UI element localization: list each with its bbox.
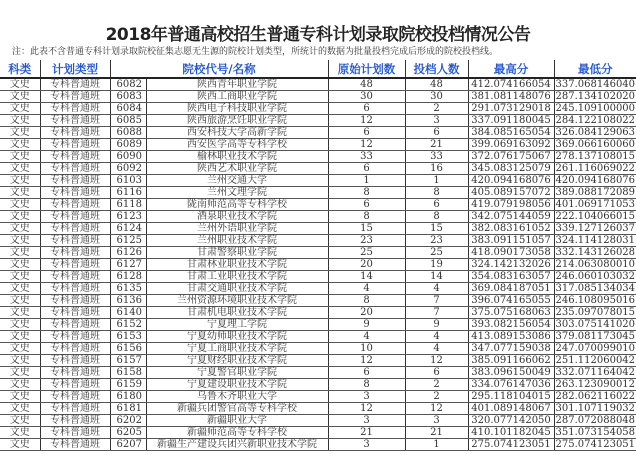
table-row [0,115,636,127]
cell-original-plan: 6 [328,163,405,175]
cell-plan-type: 专科普通班 [40,211,110,223]
cell-original-plan: 3 [328,439,405,451]
cell-school-code: 6085 [110,115,146,127]
cell-max-score: 375.075168063 [468,307,554,319]
cell-min-score: 301.107119032 [555,403,636,414]
cell-admitted-count: 12 [405,403,468,415]
cell-admitted-count: 16 [405,163,468,175]
cell-max-score: 419.079198056 [468,199,554,211]
cell-school-code: 6181 [110,403,146,415]
cell-plan-type: 专科普通班 [40,151,110,163]
cell-original-plan: 23 [328,235,405,247]
header-plan-type: 计划类型 [40,60,110,78]
cell-school-name: 宁夏幼师职业技术学院 [146,331,328,343]
cell-original-plan: 6 [328,199,405,211]
cell-school-name: 陕西工商职业学院 [146,91,328,103]
cell-school-code: 6118 [110,199,146,211]
cell-school-name: 兰州职业技术学院 [146,235,328,247]
cell-school-name: 陇南师范高等专科学校 [146,199,328,211]
cell-min-score: 389.088172089 [555,187,636,198]
cell-school-name: 陕西电子科技职业学院 [146,103,328,115]
cell-school-code: 6153 [110,331,146,343]
cell-school-code: 6082 [110,78,146,91]
cell-school-code: 6135 [110,283,146,295]
cell-min-score: 282.062116022 [555,391,636,402]
cell-min-score: 369.066160060 [555,139,636,150]
cell-original-plan: 15 [328,223,405,235]
cell-original-plan: 12 [328,403,405,415]
cell-plan-type: 专科普通班 [40,331,110,343]
table-header-row [0,60,636,78]
cell-plan-type: 专科普通班 [40,259,110,271]
cell-admitted-count: 1 [405,439,468,451]
cell-admitted-count: 6 [405,199,468,211]
cell-min-score: 251.112060042 [555,355,636,366]
cell-school-code: 6088 [110,127,146,139]
cell-school-name: 陕西艺术职业学院 [146,163,328,175]
cell-admitted-count: 2 [405,391,468,403]
cell-admitted-count: 4 [405,331,468,343]
cell-plan-type: 专科普通班 [40,355,110,367]
cell-max-score: 393.082156054 [468,319,554,331]
cell-max-score: 369.084187051 [468,283,554,295]
cell-max-score: 410.101182045 [468,427,554,439]
cell-school-name: 兰州文理学院 [146,187,328,199]
cell-min-score: 284.122108022 [555,115,636,126]
cell-school-code: 6159 [110,379,146,391]
cell-school-code: 6116 [110,187,146,199]
cell-min-score: 247.070099010 [555,343,636,354]
cell-max-score: 420.094168076 [468,175,554,187]
cell-plan-type: 专科普通班 [40,175,110,187]
cell-plan-type: 专科普通班 [40,223,110,235]
cell-school-code: 6158 [110,367,146,379]
cell-plan-type: 专科普通班 [40,271,110,283]
cell-max-score: 399.069163092 [468,139,554,151]
cell-school-code: 6127 [110,259,146,271]
cell-max-score: 384.085165054 [468,127,554,139]
cell-max-score: 354.083163057 [468,271,554,283]
cell-max-score: 413.089153086 [468,331,554,343]
cell-min-score: 214.063080010 [555,259,636,270]
cell-category: 文史 [0,163,40,175]
cell-max-score: 383.091151057 [468,235,554,247]
cell-category: 文史 [0,427,40,439]
cell-admitted-count: 3 [405,115,468,127]
cell-school-code: 6103 [110,175,146,187]
cell-plan-type: 专科普通班 [40,91,110,103]
cell-category: 文史 [0,151,40,163]
cell-min-score: 379.081173045 [555,331,636,342]
cell-max-score: 383.096150049 [468,367,554,379]
cell-min-score: 245.109100000 [555,103,636,114]
cell-min-score: 326.084129063 [555,127,636,138]
cell-school-code: 6136 [110,295,146,307]
table-row [0,379,636,391]
cell-plan-type: 专科普通班 [40,319,110,331]
table-row [0,271,636,283]
cell-max-score: 275.074123051 [468,439,554,451]
cell-original-plan: 12 [328,139,405,151]
cell-category: 文史 [0,379,40,391]
cell-category: 文史 [0,199,40,211]
cell-admitted-count: 25 [405,247,468,259]
cell-admitted-count: 1 [405,175,468,187]
cell-min-score: 420.094168076 [555,175,636,186]
cell-max-score: 418.090173058 [468,247,554,259]
table-row [0,103,636,115]
table-row [0,439,636,451]
cell-original-plan: 6 [328,103,405,115]
table-row [0,283,636,295]
cell-max-score: 337.091180045 [468,115,554,127]
table-row [0,211,636,223]
cell-school-name: 甘肃工业职业技术学院 [146,271,328,283]
cell-school-code: 6089 [110,139,146,151]
cell-original-plan: 25 [328,247,405,259]
cell-admitted-count: 48 [405,78,468,91]
table-row [0,367,636,379]
cell-original-plan: 4 [328,331,405,343]
cell-school-name: 兰州资源环境职业技术学院 [146,295,328,307]
table-row [0,127,636,139]
cell-school-name: 甘肃交通职业技术学院 [146,283,328,295]
cell-original-plan: 12 [328,355,405,367]
cell-original-plan: 8 [328,211,405,223]
cell-school-name: 酒泉职业技术学院 [146,211,328,223]
cell-category: 文史 [0,283,40,295]
cell-plan-type: 专科普通班 [40,427,110,439]
cell-category: 文史 [0,355,40,367]
cell-original-plan: 3 [328,415,405,427]
table-row [0,247,636,259]
cell-min-score: 401.069171053 [555,199,636,210]
admission-table [0,60,636,451]
cell-school-code: 6128 [110,271,146,283]
cell-category: 文史 [0,175,40,187]
cell-school-name: 新疆职业大学 [146,415,328,427]
table-row [0,91,636,103]
cell-admitted-count: 7 [405,295,468,307]
cell-admitted-count: 6 [405,127,468,139]
table-row [0,295,636,307]
cell-school-name: 西安科技大学高新学院 [146,127,328,139]
cell-school-code: 6157 [110,355,146,367]
table-row [0,139,636,151]
cell-admitted-count: 3 [405,415,468,427]
cell-school-code: 6207 [110,439,146,451]
cell-min-score: 287.072088048 [555,415,636,426]
header-category: 科类 [0,60,40,78]
cell-school-name: 新疆生产建设兵团兴新职业技术学院 [146,439,328,451]
cell-admitted-count: 2 [405,103,468,115]
cell-plan-type: 专科普通班 [40,283,110,295]
cell-plan-type: 专科普通班 [40,367,110,379]
cell-admitted-count: 8 [405,211,468,223]
cell-plan-type: 专科普通班 [40,295,110,307]
cell-plan-type: 专科普通班 [40,139,110,151]
cell-original-plan: 4 [328,283,405,295]
cell-plan-type: 专科普通班 [40,199,110,211]
cell-min-score: 324.114128031 [555,235,636,246]
cell-school-name: 宁夏理工学院 [146,319,328,331]
cell-max-score: 334.076147036 [468,379,554,391]
table-row [0,391,636,403]
cell-admitted-count: 23 [405,235,468,247]
cell-admitted-count: 19 [405,259,468,271]
cell-admitted-count: 7 [405,307,468,319]
cell-original-plan: 9 [328,319,405,331]
cell-max-score: 320.077142050 [468,415,554,427]
cell-max-score: 324.142132026 [468,259,554,271]
cell-max-score: 347.077159038 [468,343,554,355]
cell-max-score: 342.075144059 [468,211,554,223]
cell-school-code: 6202 [110,415,146,427]
page-title: 2018年普通高校招生普通专科计划录取院校投档情况公告 [105,25,531,45]
cell-plan-type: 专科普通班 [40,187,110,199]
cell-max-score: 405.089157072 [468,187,554,199]
cell-category: 文史 [0,259,40,271]
cell-admitted-count: 21 [405,427,468,439]
cell-category: 文史 [0,78,40,91]
cell-admitted-count: 8 [405,187,468,199]
cell-max-score: 291.073129018 [468,103,554,115]
table-row [0,175,636,187]
cell-min-score: 287.134102020 [555,91,636,102]
cell-max-score: 382.083161052 [468,223,554,235]
cell-max-score: 295.118104015 [468,391,554,403]
table-note: 注：此表不含普通专科计划录取院校征集志愿无生源的院校计划类型，所统计的数据为批量投档完成后形成的院校投档线。 [12,47,499,57]
cell-category: 文史 [0,415,40,427]
cell-min-score: 246.060103032 [555,271,636,282]
cell-school-code: 6083 [110,91,146,103]
cell-max-score: 381.081148076 [468,91,554,103]
cell-school-name: 兰州外语职业学院 [146,223,328,235]
cell-category: 文史 [0,439,40,451]
cell-max-score: 345.083125079 [468,163,554,175]
cell-max-score: 412.074166054 [468,78,554,91]
cell-school-code: 6092 [110,163,146,175]
cell-school-code: 6156 [110,343,146,355]
cell-category: 文史 [0,319,40,331]
header-school: 院校代号/名称 [110,60,328,78]
cell-school-name: 宁夏警官职业学院 [146,367,328,379]
cell-min-score: 246.108095016 [555,295,636,306]
cell-original-plan: 6 [328,127,405,139]
cell-plan-type: 专科普通班 [40,343,110,355]
cell-category: 文史 [0,187,40,199]
table-row [0,355,636,367]
cell-admitted-count: 4 [405,283,468,295]
cell-school-name: 甘肃机电职业技术学院 [146,307,328,319]
cell-school-code: 6123 [110,211,146,223]
cell-max-score: 385.091166062 [468,355,554,367]
cell-original-plan: 12 [328,115,405,127]
cell-admitted-count: 6 [405,367,468,379]
cell-min-score: 275.074123051 [555,439,636,450]
cell-plan-type: 专科普通班 [40,247,110,259]
cell-admitted-count: 12 [405,355,468,367]
cell-original-plan: 8 [328,379,405,391]
cell-category: 文史 [0,343,40,355]
cell-school-name: 乌鲁木齐职业大学 [146,391,328,403]
cell-category: 文史 [0,235,40,247]
cell-original-plan: 10 [328,343,405,355]
cell-min-score: 332.071164042 [555,367,636,378]
cell-admitted-count: 15 [405,223,468,235]
cell-min-score: 261.116069022 [555,163,636,174]
table-row [0,223,636,235]
cell-school-code: 6084 [110,103,146,115]
cell-max-score: 396.074165055 [468,295,554,307]
cell-category: 文史 [0,295,40,307]
cell-admitted-count: 4 [405,343,468,355]
cell-min-score: 339.127126037 [555,223,636,234]
header-max-score: 最高分 [468,60,554,78]
table-row [0,199,636,211]
cell-original-plan: 14 [328,271,405,283]
cell-category: 文史 [0,223,40,235]
cell-plan-type: 专科普通班 [40,307,110,319]
header-min-score: 最低分 [554,60,636,78]
cell-school-name: 陕西旅游烹饪职业学院 [146,115,328,127]
cell-category: 文史 [0,367,40,379]
cell-min-score: 303.075141020 [555,319,636,330]
cell-plan-type: 专科普通班 [40,127,110,139]
cell-admitted-count: 21 [405,139,468,151]
cell-original-plan: 6 [328,367,405,379]
cell-admitted-count: 33 [405,151,468,163]
cell-school-name: 宁夏工商职业技术学院 [146,343,328,355]
table-row [0,307,636,319]
table-row [0,427,636,439]
cell-plan-type: 专科普通班 [40,103,110,115]
table-row [0,343,636,355]
table-row [0,187,636,199]
cell-plan-type: 专科普通班 [40,235,110,247]
cell-school-name: 新疆兵团警官高等专科学校 [146,403,328,415]
cell-school-code: 6090 [110,151,146,163]
cell-category: 文史 [0,307,40,319]
cell-category: 文史 [0,115,40,127]
cell-category: 文史 [0,127,40,139]
cell-min-score: 235.097078015 [555,307,636,318]
cell-school-code: 6180 [110,391,146,403]
cell-school-name: 甘肃警察职业学院 [146,247,328,259]
cell-original-plan: 3 [328,391,405,403]
cell-school-name: 新疆师范高等专科学校 [146,427,328,439]
cell-school-code: 6125 [110,235,146,247]
cell-school-name: 甘肃林业职业技术学院 [146,259,328,271]
table-row [0,163,636,175]
cell-school-name: 宁夏建设职业技术学院 [146,379,328,391]
cell-school-code: 6205 [110,427,146,439]
cell-min-score: 278.137108015 [555,151,636,162]
cell-original-plan: 8 [328,295,405,307]
cell-original-plan: 1 [328,175,405,187]
cell-category: 文史 [0,271,40,283]
cell-school-code: 6140 [110,307,146,319]
cell-plan-type: 专科普通班 [40,439,110,451]
cell-min-score: 351.073154058 [555,427,636,438]
table-row [0,415,636,427]
cell-max-score: 401.089148067 [468,403,554,415]
cell-original-plan: 21 [328,427,405,439]
table-row [0,151,636,163]
cell-school-name: 兰州交通大学 [146,175,328,187]
cell-min-score: 263.123090012 [555,379,636,390]
cell-category: 文史 [0,403,40,415]
cell-school-code: 6126 [110,247,146,259]
cell-plan-type: 专科普通班 [40,391,110,403]
cell-min-score: 317.085134034 [555,283,636,294]
cell-original-plan: 30 [328,91,405,103]
cell-admitted-count: 2 [405,379,468,391]
cell-category: 文史 [0,103,40,115]
cell-min-score: 337.068146040 [555,79,636,90]
table-row [0,78,636,91]
cell-original-plan: 48 [328,78,405,91]
header-admitted: 投档人数 [405,60,468,78]
cell-original-plan: 33 [328,151,405,163]
cell-plan-type: 专科普通班 [40,415,110,427]
cell-original-plan: 20 [328,259,405,271]
cell-admitted-count: 9 [405,319,468,331]
cell-max-score: 372.076175067 [468,151,554,163]
cell-plan-type: 专科普通班 [40,163,110,175]
cell-plan-type: 专科普通班 [40,78,110,91]
cell-category: 文史 [0,331,40,343]
header-original-plan: 原始计划数 [328,60,405,78]
cell-school-code: 6124 [110,223,146,235]
table-row [0,259,636,271]
cell-min-score: 332.143126028 [555,247,636,258]
cell-original-plan: 8 [328,187,405,199]
table-row [0,331,636,343]
cell-plan-type: 专科普通班 [40,379,110,391]
cell-min-score: 222.104066015 [555,211,636,222]
cell-original-plan: 20 [328,307,405,319]
cell-school-name: 陕西青年职业学院 [146,78,328,91]
cell-category: 文史 [0,247,40,259]
cell-plan-type: 专科普通班 [40,403,110,415]
cell-admitted-count: 30 [405,91,468,103]
cell-admitted-count: 14 [405,271,468,283]
cell-school-code: 6152 [110,319,146,331]
cell-category: 文史 [0,91,40,103]
cell-school-name: 榆林职业技术学院 [146,151,328,163]
cell-category: 文史 [0,139,40,151]
cell-category: 文史 [0,391,40,403]
table-row [0,319,636,331]
table-row [0,403,636,415]
table-row [0,235,636,247]
cell-category: 文史 [0,211,40,223]
cell-school-name: 宁夏财经职业技术学院 [146,355,328,367]
cell-plan-type: 专科普通班 [40,115,110,127]
cell-school-name: 西安医学高等专科学校 [146,139,328,151]
